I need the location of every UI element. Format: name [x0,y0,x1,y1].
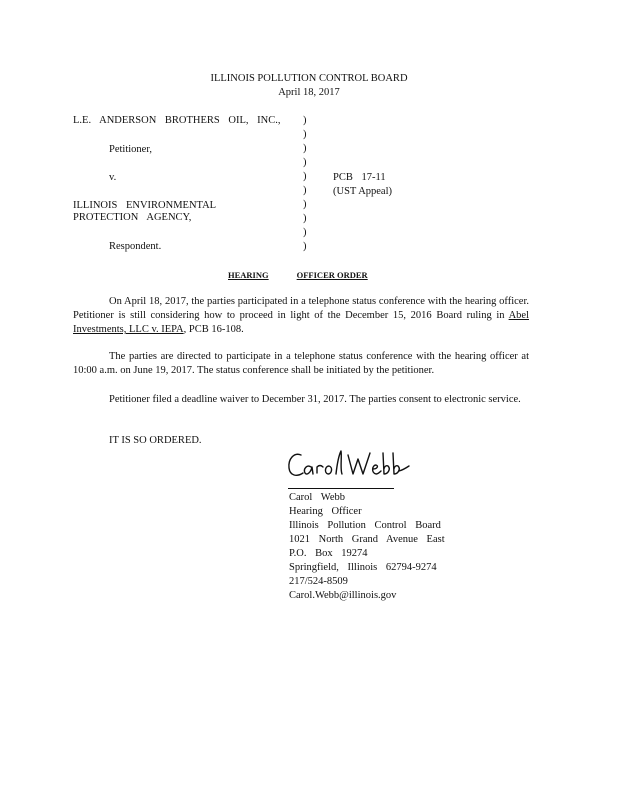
caption-paren: ) [303,227,307,238]
caption-paren: ) [303,171,307,182]
paragraph-waiver [73,393,529,407]
paragraph-2-text: The parties are directed to participate in a telephone status conference with the hearing officer at 10:00 a.m. on June 19, 2017. The status conference shall be initiated by the petitioner. [73,351,529,376]
paragraph-1-end: , PCB 16-108. [183,324,244,335]
agency-name: ILLINOIS POLLUTION CONTROL BOARD [210,73,408,84]
caption-paren: ) [303,213,307,224]
paragraph-1-text: On April 18, 2017, the parties participated in a telephone status conference with the hearing officer. Petitioner is still considering how to proceed in light of the December 15, 2016 Board ruling in [73,296,529,321]
case-type: (UST Appeal) [333,186,393,197]
paragraph-next-conference [73,350,529,378]
signer-title: Hearing Officer [289,506,362,517]
caption-paren: ) [303,157,307,168]
order-title [228,268,388,282]
ordered-statement: IT IS SO ORDERED. [109,435,202,446]
order-title-part1: HEARING [228,270,269,280]
signer-agency: Illinois Pollution Control Board [289,520,441,531]
order-date: April 18, 2017 [278,87,340,98]
order-title-part2: OFFICER ORDER [296,270,368,280]
caption-paren: ) [303,115,307,126]
signer-city: Springfield, Illinois 62794-9274 [289,562,437,573]
paragraph-status-conference [73,295,529,337]
signer-phone: 217/524-8509 [289,576,348,587]
signer-po-box: P.O. Box 19274 [289,548,368,559]
paragraph-3-text: Petitioner filed a deadline waiver to December 31, 2017. The parties consent to electronic service. [109,394,521,405]
caption-paren: ) [303,241,307,252]
respondent-role: Respondent. [109,241,162,252]
handwritten-signature [284,447,416,487]
respondent-name-line2: PROTECTION AGENCY, [73,212,192,223]
case-number: PCB 17-11 [333,172,386,183]
signature-line [288,488,394,489]
signer-street: 1021 North Grand Avenue East [289,534,445,545]
respondent-name-line1: ILLINOIS ENVIRONMENTAL [73,200,217,211]
case-citation: Abel Investments, LLC v. IEPA [73,310,529,335]
signer-name: Carol Webb [289,492,345,503]
caption-paren: ) [303,185,307,196]
caption-paren: ) [303,143,307,154]
petitioner-name: L.E. ANDERSON BROTHERS OIL, INC., [73,115,281,126]
signer-email: Carol.Webb@illinois.gov [289,590,397,601]
caption-paren: ) [303,129,307,140]
petitioner-role: Petitioner, [109,144,153,155]
caption-paren: ) [303,199,307,210]
versus-label: v. [109,172,117,183]
